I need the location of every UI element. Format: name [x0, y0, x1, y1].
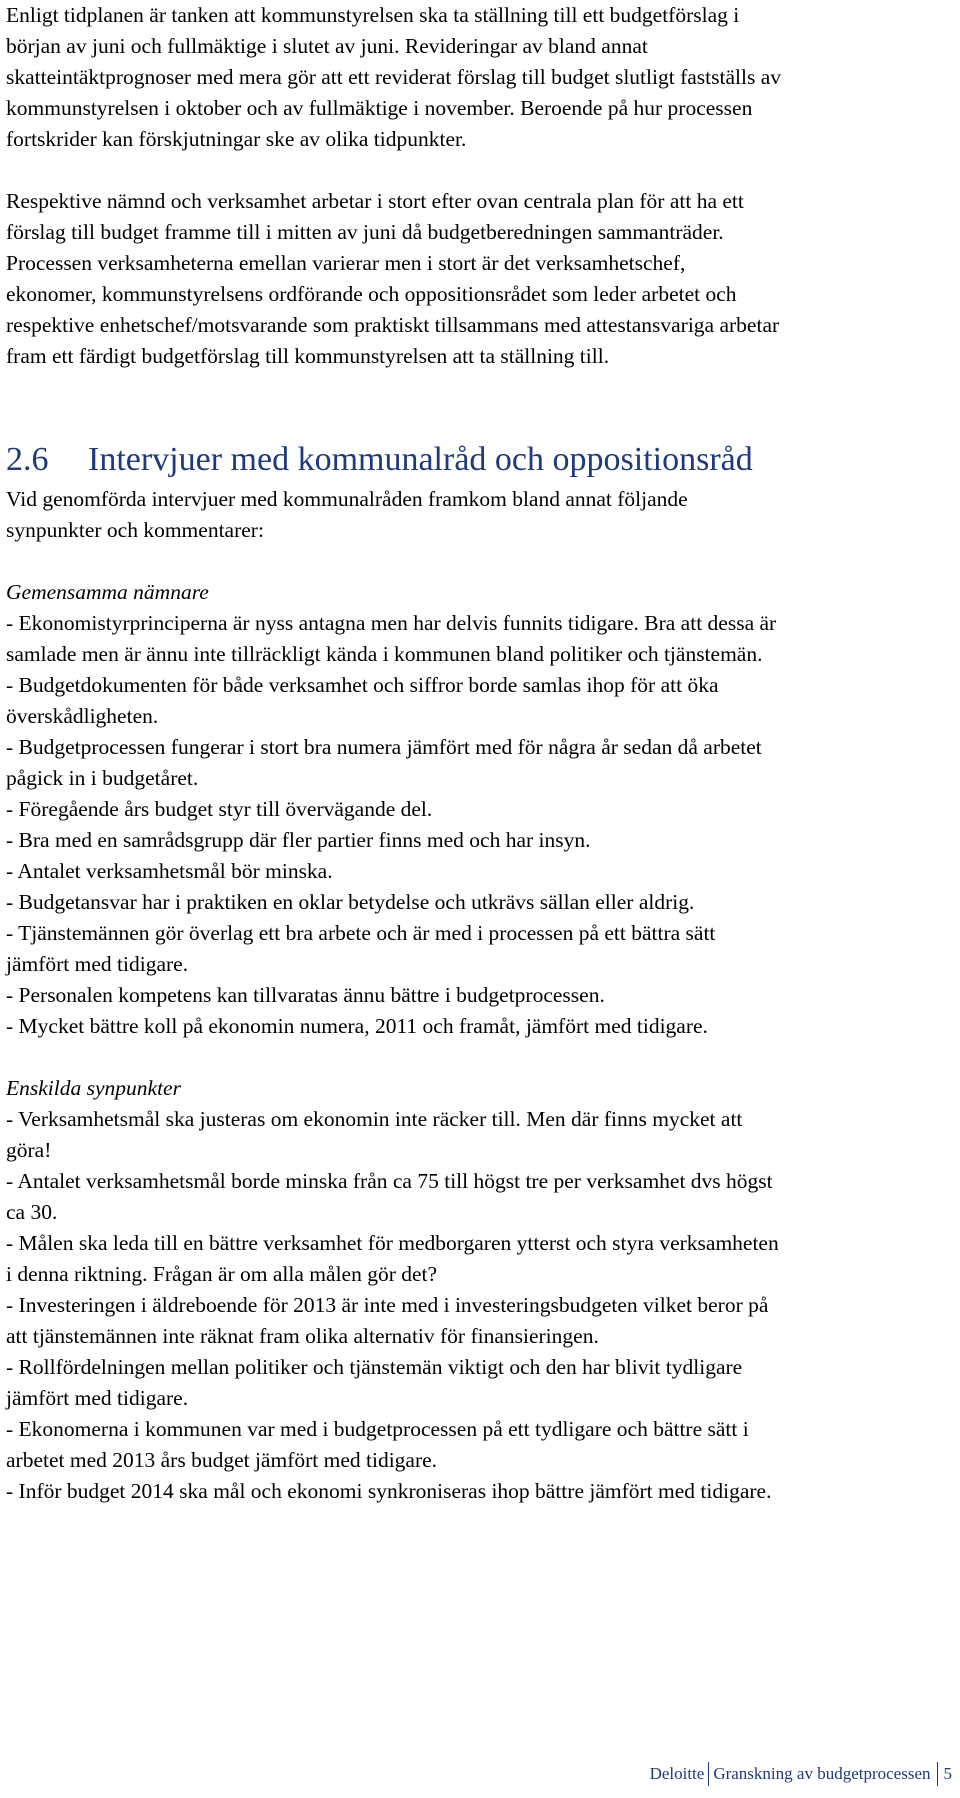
list-item: göra! — [6, 1138, 52, 1162]
text-line: Vid genomförda intervjuer med kommunalråden framkom bland annat följande — [6, 487, 688, 511]
subheading-individual: Enskilda synpunkter — [6, 1076, 181, 1100]
list-item: - Inför budget 2014 ska mål och ekonomi synkroniseras ihop bättre jämfört med tidigare. — [6, 1479, 772, 1503]
paragraph-timeline — [6, 0, 956, 155]
text-line: början av juni och fullmäktige i slutet av juni. Revideringar av bland annat — [6, 34, 648, 58]
list-item: - Budgetprocessen fungerar i stort bra numera jämfört med för några år sedan då arbetet — [6, 735, 762, 759]
list-item: pågick in i budgetåret. — [6, 766, 199, 790]
list-item: - Mycket bättre koll på ekonomin numera, 2011 och framåt, jämfört med tidigare. — [6, 1014, 708, 1038]
text-line: fram ett färdigt budgetförslag till kommunstyrelsen att ta ställning till. — [6, 344, 610, 368]
list-item: jämfört med tidigare. — [6, 1386, 189, 1410]
list-item: jämfört med tidigare. — [6, 952, 189, 976]
footer-company: Deloitte — [649, 1764, 705, 1783]
section-number: 2.6 — [6, 441, 49, 478]
text-line: Respektive nämnd och verksamhet arbetar i stort efter ovan centrala plan för att ha ett — [6, 189, 744, 213]
list-item: - Ekonomerna i kommunen var med i budgetprocessen på ett tydligare och bättre sätt i — [6, 1417, 749, 1441]
page-number: 5 — [943, 1764, 952, 1783]
page-footer — [650, 1762, 952, 1786]
list-item: att tjänstemännen inte räknat fram olika alternativ för finansieringen. — [6, 1324, 599, 1348]
list-item: - Verksamhetsmål ska justeras om ekonomin inte räcker till. Men där finns mycket att — [6, 1107, 743, 1131]
document-body — [6, 0, 956, 1507]
section-title: Intervjuer med kommunalråd och oppositionsråd — [88, 441, 753, 478]
text-line: Processen verksamheterna emellan varierar men i stort är det verksamhetschef, — [6, 251, 686, 275]
list-item: arbetet med 2013 års budget jämfört med tidigare. — [6, 1448, 438, 1472]
list-item: - Personalen kompetens kan tillvaratas ännu bättre i budgetprocessen. — [6, 983, 605, 1007]
list-item: - Ekonomistyrprinciperna är nyss antagna men har delvis funnits tidigare. Bra att dessa är — [6, 611, 777, 635]
list-item: - Antalet verksamhetsmål bör minska. — [6, 859, 333, 883]
list-item: överskådligheten. — [6, 704, 159, 728]
text-line: kommunstyrelsen i oktober och av fullmäktige i november. Beroende på hur processen — [6, 96, 753, 120]
list-item: - Antalet verksamhetsmål borde minska från ca 75 till högst tre per verksamhet dvs högst — [6, 1169, 773, 1193]
footer-title: Granskning av budgetprocessen — [713, 1764, 931, 1783]
list-item: - Tjänstemännen gör överlag ett bra arbete och är med i processen på ett bättra sätt — [6, 921, 716, 945]
text-line: förslag till budget framme till i mitten av juni då budgetberedningen sammanträder. — [6, 220, 724, 244]
list-individual-points — [6, 1104, 956, 1507]
text-line: ekonomer, kommunstyrelsens ordförande och oppositionsrådet som leder arbetet och — [6, 282, 737, 306]
list-item: - Rollfördelningen mellan politiker och tjänstemän viktigt och den har blivit tydligare — [6, 1355, 743, 1379]
list-item: - Föregående års budget styr till övervägande del. — [6, 797, 433, 821]
list-item: - Budgetdokumenten för både verksamhet och siffror borde samlas ihop för att öka — [6, 673, 719, 697]
footer-divider — [708, 1762, 709, 1786]
list-common-points — [6, 608, 956, 1042]
text-line: Enligt tidplanen är tanken att kommunstyrelsen ska ta ställning till ett budgetförslag i — [6, 3, 740, 27]
section-heading — [6, 440, 956, 480]
text-line: synpunkter och kommentarer: — [6, 518, 264, 542]
list-item: - Investeringen i äldreboende för 2013 är inte med i investeringsbudgeten vilket beror på — [6, 1293, 769, 1317]
list-item: - Målen ska leda till en bättre verksamhet för medborgaren ytterst och styra verksamheten — [6, 1231, 779, 1255]
list-item: samlade men är ännu inte tillräckligt kända i kommunen bland politiker och tjänstemän. — [6, 642, 763, 666]
list-item: - Budgetansvar har i praktiken en oklar betydelse och utkrävs sällan eller aldrig. — [6, 890, 695, 914]
list-item: ca 30. — [6, 1200, 58, 1224]
list-item: - Bra med en samrådsgrupp där fler partier finns med och har insyn. — [6, 828, 591, 852]
text-line: fortskrider kan förskjutningar ske av olika tidpunkter. — [6, 127, 467, 151]
subheading-common: Gemensamma nämnare — [6, 580, 209, 604]
footer-divider — [937, 1762, 938, 1786]
paragraph-intro — [6, 484, 956, 546]
paragraph-process — [6, 186, 956, 372]
list-item: i denna riktning. Frågan är om alla målen gör det? — [6, 1262, 438, 1286]
text-line: respektive enhetschef/motsvarande som praktiskt tillsammans med attestansvariga arbetar — [6, 313, 780, 337]
text-line: skatteintäktprognoser med mera gör att ett reviderat förslag till budget slutligt fastställs av — [6, 65, 781, 89]
